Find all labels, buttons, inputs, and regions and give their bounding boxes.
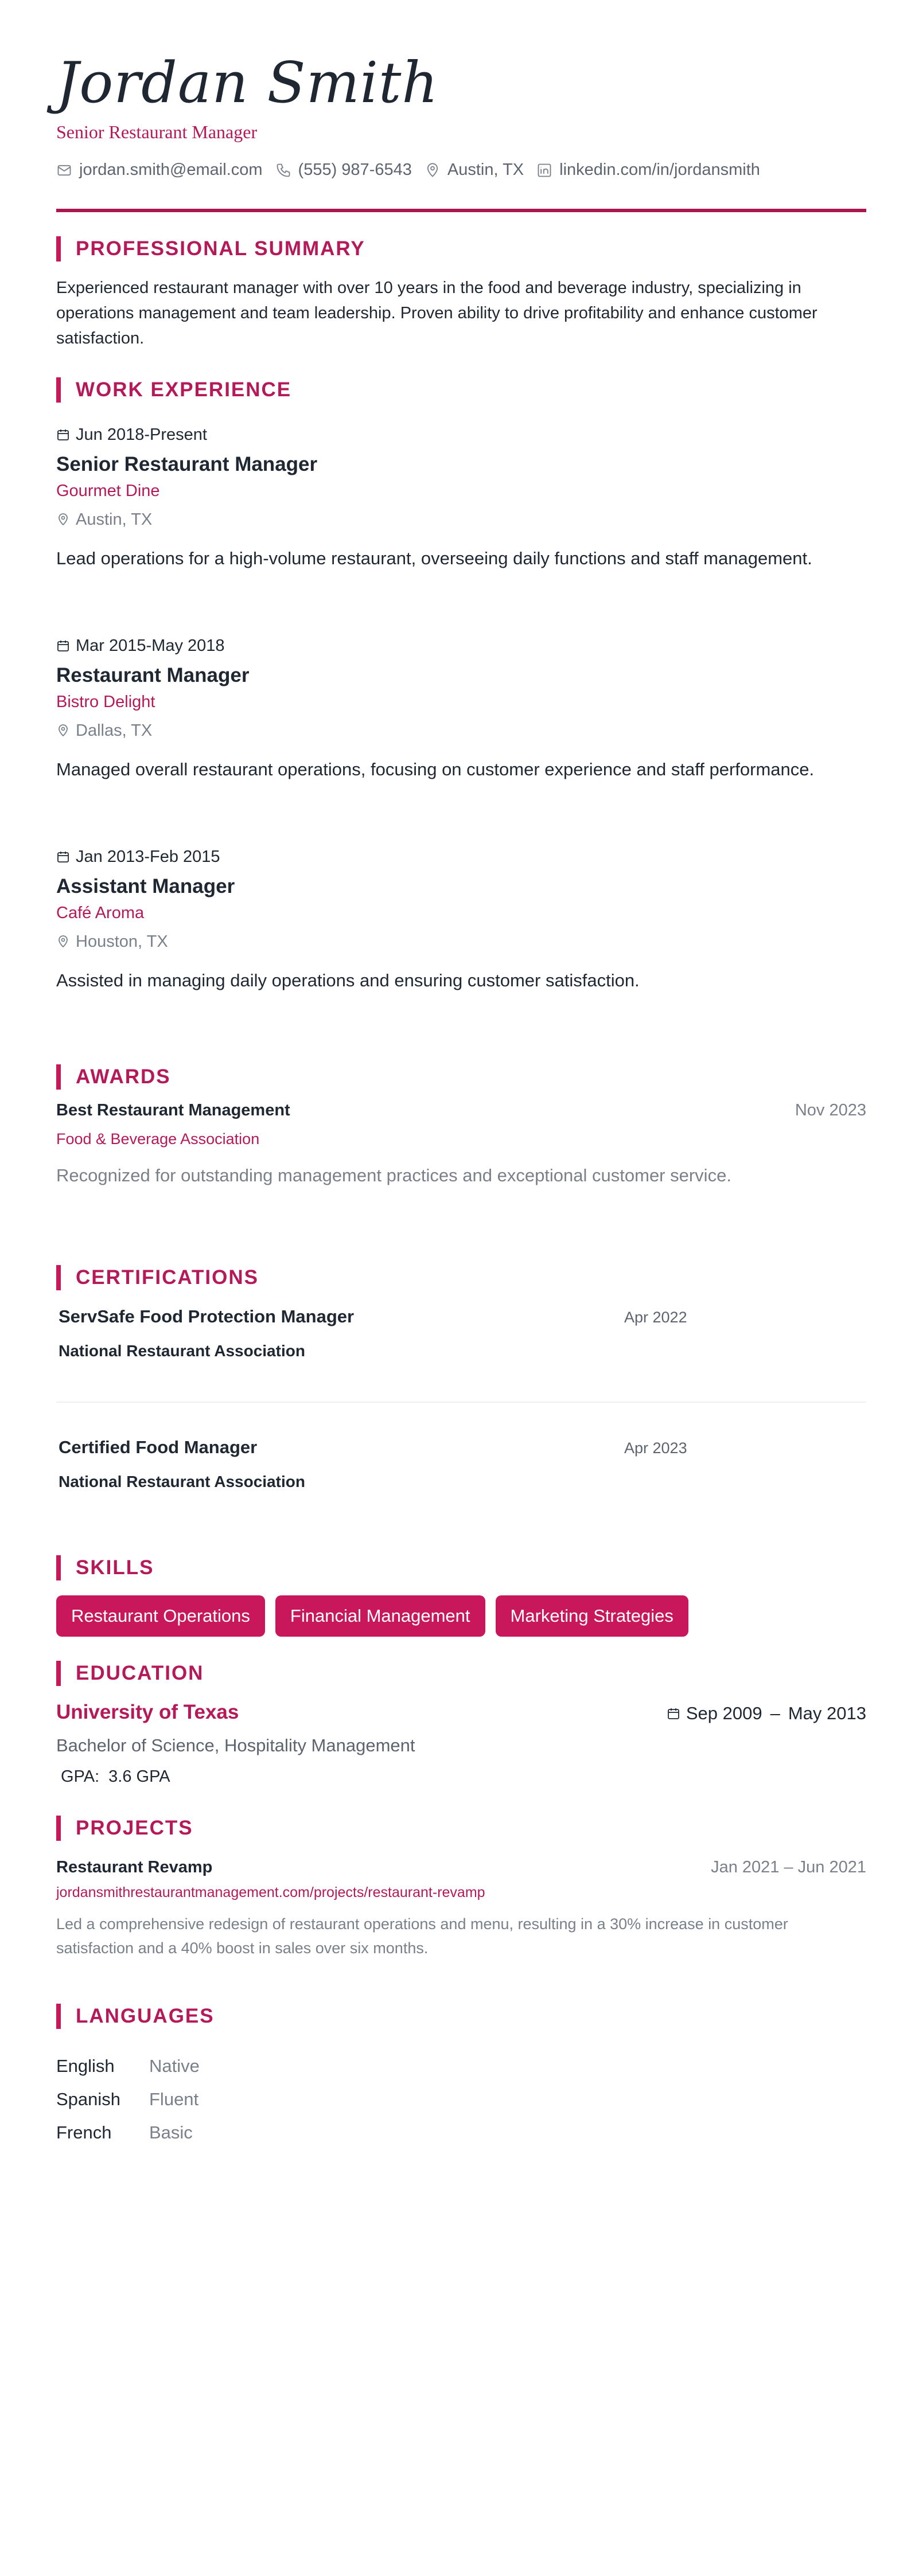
education-gpa <box>61 1767 170 1786</box>
job-dates <box>56 845 866 868</box>
project-description: Led a comprehensive redesign of restaurant operations and menu, resulting in a 30% increase in customer satisfaction and a 40% boost in sales over six months. <box>56 1915 788 1957</box>
education-end: May 2013 <box>788 1703 866 1723</box>
language-row <box>56 2083 200 2116</box>
section-accent-bar <box>56 377 61 403</box>
header-divider <box>56 209 866 212</box>
phone-text: (555) 987-6543 <box>298 161 412 179</box>
section-accent-bar <box>56 1661 61 1686</box>
project-name: Restaurant Revamp <box>56 1858 213 1876</box>
section-heading-projects <box>56 1816 193 1841</box>
location-text: Austin, TX <box>447 161 524 179</box>
gpa-label: GPA: <box>61 1767 100 1786</box>
award-organization: Food & Beverage Association <box>56 1130 260 1148</box>
job-entry <box>56 423 866 569</box>
section-heading-education <box>56 1661 204 1686</box>
section-heading-skills <box>56 1555 154 1580</box>
language-name: French <box>56 2122 112 2142</box>
section-accent-bar <box>56 236 61 261</box>
contact-location <box>425 161 524 179</box>
certification-date: Apr 2023 <box>624 1439 687 1457</box>
job-company: Gourmet Dine <box>56 482 160 500</box>
job-description: Lead operations for a high-volume restaurant, overseeing daily functions and staff management. <box>56 548 812 568</box>
section-heading-certifications <box>56 1265 259 1290</box>
calendar-icon <box>56 639 70 653</box>
section-label: AWARDS <box>76 1065 171 1088</box>
certification-date: Apr 2022 <box>624 1309 687 1326</box>
skills-list <box>56 1595 699 1637</box>
calendar-icon <box>56 850 70 864</box>
section-accent-bar <box>56 1555 61 1580</box>
section-label: SKILLS <box>76 1556 154 1579</box>
section-accent-bar <box>56 1265 61 1290</box>
project-link[interactable]: jordansmithrestaurantmanagement.com/projects/restaurant-revamp <box>56 1884 485 1900</box>
contact-linkedin[interactable] <box>536 161 760 179</box>
certification-issuer: National Restaurant Association <box>59 1342 305 1360</box>
certification-issuer: National Restaurant Association <box>59 1473 305 1490</box>
section-heading-awards <box>56 1064 171 1090</box>
education-date-separator: – <box>770 1703 780 1723</box>
job-location-text: Houston, TX <box>76 932 168 951</box>
education-degree: Bachelor of Science, Hospitality Management <box>56 1735 415 1755</box>
award-name: Best Restaurant Management <box>56 1101 290 1119</box>
certification-name: Certified Food Manager <box>59 1437 258 1457</box>
language-level: Native <box>149 2056 200 2076</box>
section-heading-summary <box>56 236 365 261</box>
job-role: Restaurant Manager <box>56 664 250 686</box>
award-description: Recognized for outstanding management practices and exceptional customer service. <box>56 1165 731 1185</box>
job-location-text: Dallas, TX <box>76 721 153 740</box>
job-date-text: Mar 2015-May 2018 <box>76 636 225 655</box>
job-entry <box>56 634 866 780</box>
linkedin-text: linkedin.com/in/jordansmith <box>559 161 760 179</box>
email-text: jordan.smith@email.com <box>79 161 263 179</box>
section-heading-work <box>56 377 291 403</box>
contact-bar <box>56 161 773 179</box>
job-description: Managed overall restaurant operations, focusing on customer experience and staff performance. <box>56 759 815 779</box>
skill-chip: Financial Management <box>275 1595 485 1637</box>
section-heading-languages <box>56 2004 215 2029</box>
job-role: Assistant Manager <box>56 875 235 897</box>
language-name: English <box>56 2056 115 2076</box>
certification-name: ServSafe Food Protection Manager <box>59 1306 355 1326</box>
language-name: Spanish <box>56 2089 121 2109</box>
certification-divider <box>56 1402 866 1403</box>
languages-list <box>56 2050 200 2149</box>
job-dates <box>56 634 866 657</box>
job-dates <box>56 423 866 446</box>
education-dates <box>667 1703 866 1724</box>
job-date-text: Jun 2018-Present <box>76 425 207 444</box>
candidate-title: Senior Restaurant Manager <box>56 122 258 142</box>
project-dates: Jan 2021 – Jun 2021 <box>711 1858 866 1876</box>
job-company: Café Aroma <box>56 904 145 922</box>
linkedin-icon <box>536 162 552 178</box>
location-pin-icon <box>56 513 70 526</box>
section-label: WORK EXPERIENCE <box>76 378 292 401</box>
section-label: PROJECTS <box>76 1817 193 1839</box>
section-accent-bar <box>56 1064 61 1090</box>
certification-entry <box>59 1306 866 1360</box>
job-company: Bistro Delight <box>56 693 155 711</box>
language-level: Basic <box>149 2122 193 2142</box>
section-label: CERTIFICATIONS <box>76 1266 259 1289</box>
section-label: LANGUAGES <box>76 2005 215 2027</box>
language-row <box>56 2050 200 2083</box>
contact-phone[interactable] <box>275 161 412 179</box>
phone-icon <box>275 162 291 178</box>
job-role: Senior Restaurant Manager <box>56 453 318 475</box>
mail-icon <box>56 162 72 178</box>
section-label: PROFESSIONAL SUMMARY <box>76 237 365 260</box>
location-pin-icon <box>56 935 70 949</box>
section-label: EDUCATION <box>76 1662 204 1684</box>
candidate-name: Jordan Smith <box>56 50 439 116</box>
job-location <box>56 718 866 743</box>
section-accent-bar <box>56 2004 61 2029</box>
location-pin-icon <box>56 724 70 737</box>
contact-email[interactable] <box>56 161 263 179</box>
award-entry <box>56 1101 866 1186</box>
skill-chip: Marketing Strategies <box>496 1595 688 1637</box>
education-school: University of Texas <box>56 1701 239 1723</box>
calendar-icon <box>56 428 70 442</box>
job-location-text: Austin, TX <box>76 510 153 529</box>
location-pin-icon <box>425 162 441 178</box>
job-location <box>56 929 866 954</box>
calendar-icon <box>667 1707 680 1720</box>
job-location <box>56 507 866 532</box>
education-start: Sep 2009 <box>686 1703 762 1723</box>
gpa-value: 3.6 GPA <box>108 1767 170 1786</box>
job-description: Assisted in managing daily operations and ensuring customer satisfaction. <box>56 970 640 990</box>
section-accent-bar <box>56 1816 61 1841</box>
job-entry <box>56 845 866 991</box>
award-date: Nov 2023 <box>795 1101 866 1119</box>
summary-text: Experienced restaurant manager with over 10 years in the food and beverage industry, specializing in operations management and team leadership. Proven ability to drive profitability and enhance customer satisfaction. <box>56 279 817 348</box>
job-date-text: Jan 2013-Feb 2015 <box>76 847 220 866</box>
language-row <box>56 2116 200 2149</box>
language-level: Fluent <box>149 2089 199 2109</box>
certification-entry <box>59 1437 866 1491</box>
skill-chip: Restaurant Operations <box>56 1595 265 1637</box>
